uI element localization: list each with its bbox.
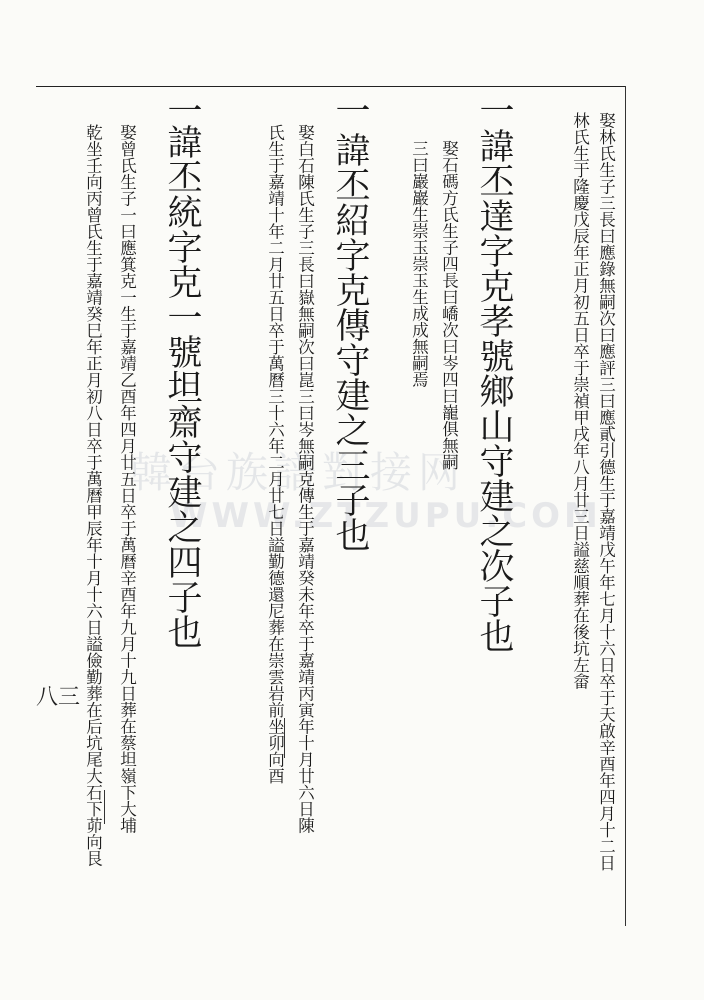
annotation-stroke bbox=[284, 718, 285, 758]
text-column-10: 氏生于嘉靖十年二月廿五日卒于萬曆三十六年二月廿七日謚勤德還尼葬在崇雲岩前坐卯向酉 bbox=[265, 124, 285, 784]
watermark-url: WWW.ZTZUPU.COM bbox=[170, 496, 602, 536]
right-border-line bbox=[625, 86, 626, 926]
top-border-line bbox=[36, 86, 626, 87]
annotation-stroke bbox=[104, 790, 105, 824]
page-number: 八三 bbox=[36, 685, 81, 710]
text-column-2: 林氏生于隆慶戊辰年正月初五日卒于崇禎甲戌年八月廿三日謚慈順葬在後坑左畲 bbox=[570, 112, 590, 690]
entry-marker-2: 一 bbox=[330, 92, 370, 127]
entry-marker-1: 一 bbox=[474, 92, 514, 127]
text-column-9: 娶白石陳氏生子三長曰嶽無嗣次曰崑三曰岑無嗣克傳生于嘉靖癸未年卒于嘉靖丙寅年十月廿六日陳 bbox=[295, 124, 315, 834]
entry-marker-3: 一 bbox=[162, 92, 202, 127]
watermark-chinese: 韓台族譜對接网 bbox=[130, 448, 467, 497]
text-column-5: 娶石碼方氏生子四長曰嶠次曰岑四曰巃俱無嗣 bbox=[439, 140, 459, 470]
text-column-1: 娶林氏生子三長曰應錄無嗣次曰應評三曰應貳引德生于嘉靖戊午年七月十六日卒于天啟辛酉年四月十二日 bbox=[596, 112, 616, 871]
entry-heading-1: 諱丕達字克孝號鄉山守建之次子也 bbox=[474, 128, 514, 653]
text-column-14: 乾坐壬向丙曾氏生于嘉靖癸巳年正月初八日卒于萬曆甲辰年十月十六日謚儉勤葬在后坑尾大石下茆向艮 bbox=[83, 124, 103, 867]
text-column-13: 娶曾氏生子一曰應箕克一生于嘉靖乙酉年四月廿五日卒于萬曆辛酉年九月十九日葬在蔡坦嶺下大埔 bbox=[117, 124, 137, 834]
entry-heading-3: 諱丕統字克一號坦齋守建之四子也 bbox=[162, 124, 202, 649]
text-column-6: 三曰巖巖生崇玉崇玉生成成無嗣焉 bbox=[409, 140, 429, 388]
entry-heading-2: 諱丕紹字克傳守建之三子也 bbox=[330, 132, 370, 552]
